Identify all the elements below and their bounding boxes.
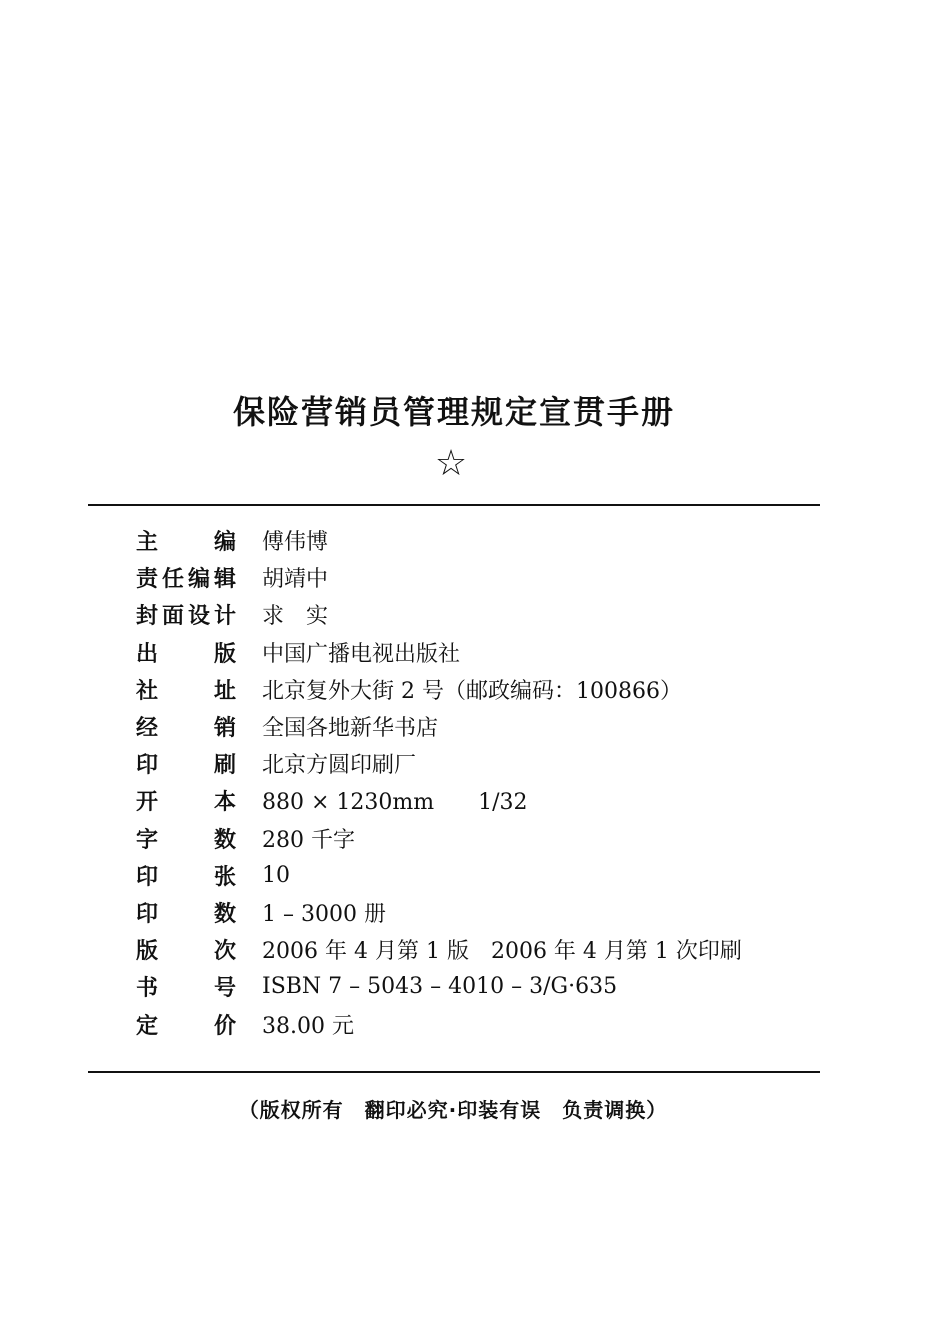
row-label: [136, 637, 236, 668]
copyright-notice: （版权所有 翻印必究·印装有误 负责调换）: [238, 1098, 668, 1122]
label-char: 编: [187, 567, 210, 593]
colophon-row-printer: [136, 745, 836, 782]
row-label: [136, 971, 236, 1002]
row-value: 求 实: [262, 604, 329, 630]
row-value: 北京方圆印刷厂: [262, 753, 417, 779]
label-char: 责: [136, 567, 159, 593]
colophon-row-word-count: [136, 820, 836, 857]
label-char: 主: [136, 530, 159, 556]
star-icon: ☆: [434, 443, 468, 484]
label-char: 开: [136, 790, 159, 816]
row-label: [136, 1009, 236, 1040]
row-label: [136, 711, 236, 742]
label-char: 张: [213, 864, 236, 890]
colophon-row-distributor: [136, 708, 836, 745]
label-char: 印: [136, 753, 159, 779]
row-value: 2006 年 4 月第 1 版 2006 年 4 月第 1 次印刷: [262, 939, 742, 965]
row-label: [136, 897, 236, 928]
label-char: 数: [213, 827, 236, 853]
label-char: 数: [213, 901, 236, 927]
row-value: 北京复外大街 2 号（邮政编码：100866）: [262, 678, 682, 704]
colophon-row-price: [136, 1005, 836, 1042]
label-char: 号: [213, 976, 236, 1002]
row-label: [136, 748, 236, 779]
label-char: 版: [136, 939, 159, 965]
row-label: [136, 525, 236, 556]
row-label: [136, 674, 236, 705]
row-value: 全国各地新华书店: [262, 716, 439, 742]
label-char: 本: [213, 790, 236, 816]
label-char: 版: [213, 641, 236, 667]
row-label: [136, 860, 236, 891]
row-value: 中国广播电视出版社: [262, 641, 461, 667]
label-char: 定: [136, 1013, 159, 1039]
label-char: 出: [136, 641, 159, 667]
label-char: 辑: [213, 567, 236, 593]
row-value: 880 × 1230mm 1/32: [262, 790, 528, 816]
label-char: 封: [136, 604, 159, 630]
label-char: 刷: [213, 753, 236, 779]
row-value: 胡靖中: [262, 567, 329, 593]
label-char: 次: [213, 939, 236, 965]
colophon-row-cover-design: [136, 596, 836, 633]
book-title: 保险营销员管理规定宣贯手册: [232, 393, 675, 431]
label-char: 编: [213, 530, 236, 556]
row-label: [136, 599, 236, 630]
row-label: [136, 823, 236, 854]
label-char: 址: [213, 678, 236, 704]
row-value: 280 千字: [262, 827, 355, 853]
label-char: 社: [136, 678, 159, 704]
colophon-row-editor: [136, 522, 836, 559]
row-value: 1 – 3000 册: [262, 901, 386, 927]
label-char: 印: [136, 864, 159, 890]
row-value: 傅伟博: [262, 530, 329, 556]
colophon-row-printed-sheets: [136, 857, 836, 894]
row-value: 10: [262, 862, 290, 888]
label-char: 经: [136, 716, 159, 742]
label-char: 字: [136, 827, 159, 853]
label-char: 书: [136, 976, 159, 1002]
colophon-table: [136, 522, 836, 1043]
row-label: [136, 934, 236, 965]
colophon-row-print-run: [136, 894, 836, 931]
colophon-row-format: [136, 782, 836, 819]
label-char: 销: [213, 716, 236, 742]
label-char: 任: [161, 567, 184, 593]
row-value: ISBN 7 – 5043 – 4010 – 3/G·635: [262, 974, 618, 1000]
colophon-row-responsible-editor: [136, 559, 836, 596]
colophon-row-isbn: [136, 968, 836, 1005]
colophon-row-address: [136, 671, 836, 708]
label-char: 面: [161, 604, 184, 630]
bottom-divider: [88, 1071, 820, 1073]
label-char: 印: [136, 901, 159, 927]
colophon-row-edition: [136, 931, 836, 968]
top-divider: [88, 504, 820, 506]
row-label: [136, 785, 236, 816]
label-char: 价: [213, 1013, 236, 1039]
label-char: 设: [187, 604, 210, 630]
label-char: 计: [213, 604, 236, 630]
row-value: 38.00 元: [262, 1013, 354, 1039]
colophon-row-publisher: [136, 634, 836, 671]
row-label: [136, 562, 236, 593]
